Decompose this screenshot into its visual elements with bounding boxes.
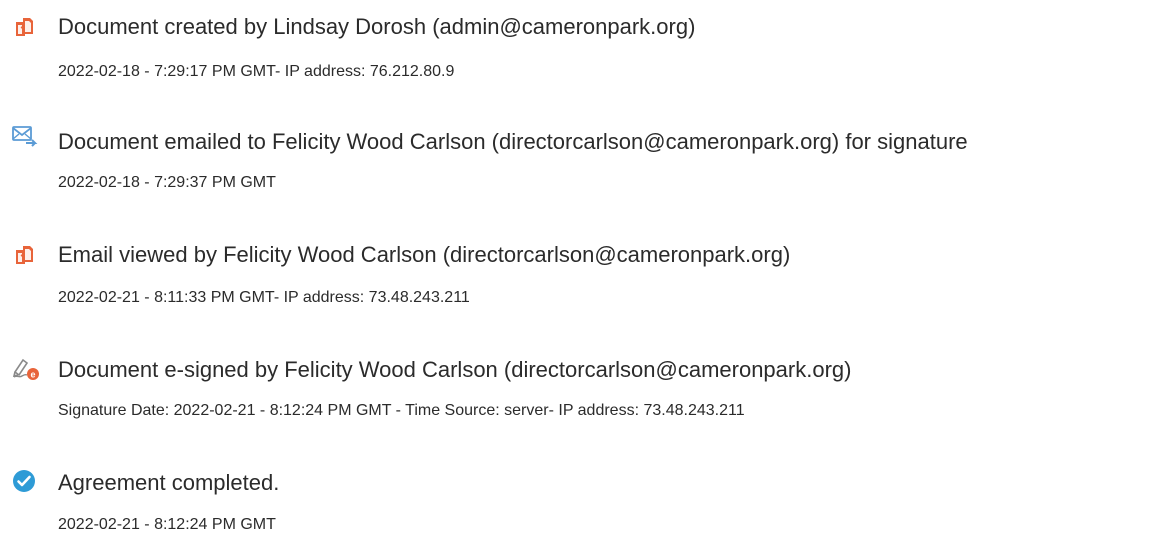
event-detail: 2022-02-18 - 7:29:37 PM GMT [58, 174, 276, 191]
event-detail: 2022-02-21 - 8:11:33 PM GMT- IP address: 73.48.243.211 [58, 289, 470, 306]
event-title: Agreement completed. [58, 470, 280, 495]
email-sent-icon [12, 124, 36, 148]
checkmark-circle-icon [12, 469, 36, 493]
document-viewed-icon [12, 244, 36, 268]
svg-text:e: e [30, 369, 36, 380]
event-title: Document e-signed by Felicity Wood Carlson (directorcarlson@cameronpark.org) [58, 357, 852, 382]
event-title: Email viewed by Felicity Wood Carlson (directorcarlson@cameronpark.org) [58, 242, 791, 267]
event-detail: Signature Date: 2022-02-21 - 8:12:24 PM GMT - Time Source: server- IP address: 73.48.243.211 [58, 402, 745, 419]
event-detail: 2022-02-18 - 7:29:17 PM GMT- IP address: 76.212.80.9 [58, 63, 455, 80]
document-created-icon [12, 16, 36, 40]
event-detail: 2022-02-21 - 8:12:24 PM GMT [58, 516, 276, 533]
event-title: Document created by Lindsay Dorosh (admin@cameronpark.org) [58, 14, 696, 39]
e-sign-pen-icon [12, 355, 36, 379]
event-title: Document emailed to Felicity Wood Carlson (directorcarlson@cameronpark.org) for signature [58, 129, 968, 154]
